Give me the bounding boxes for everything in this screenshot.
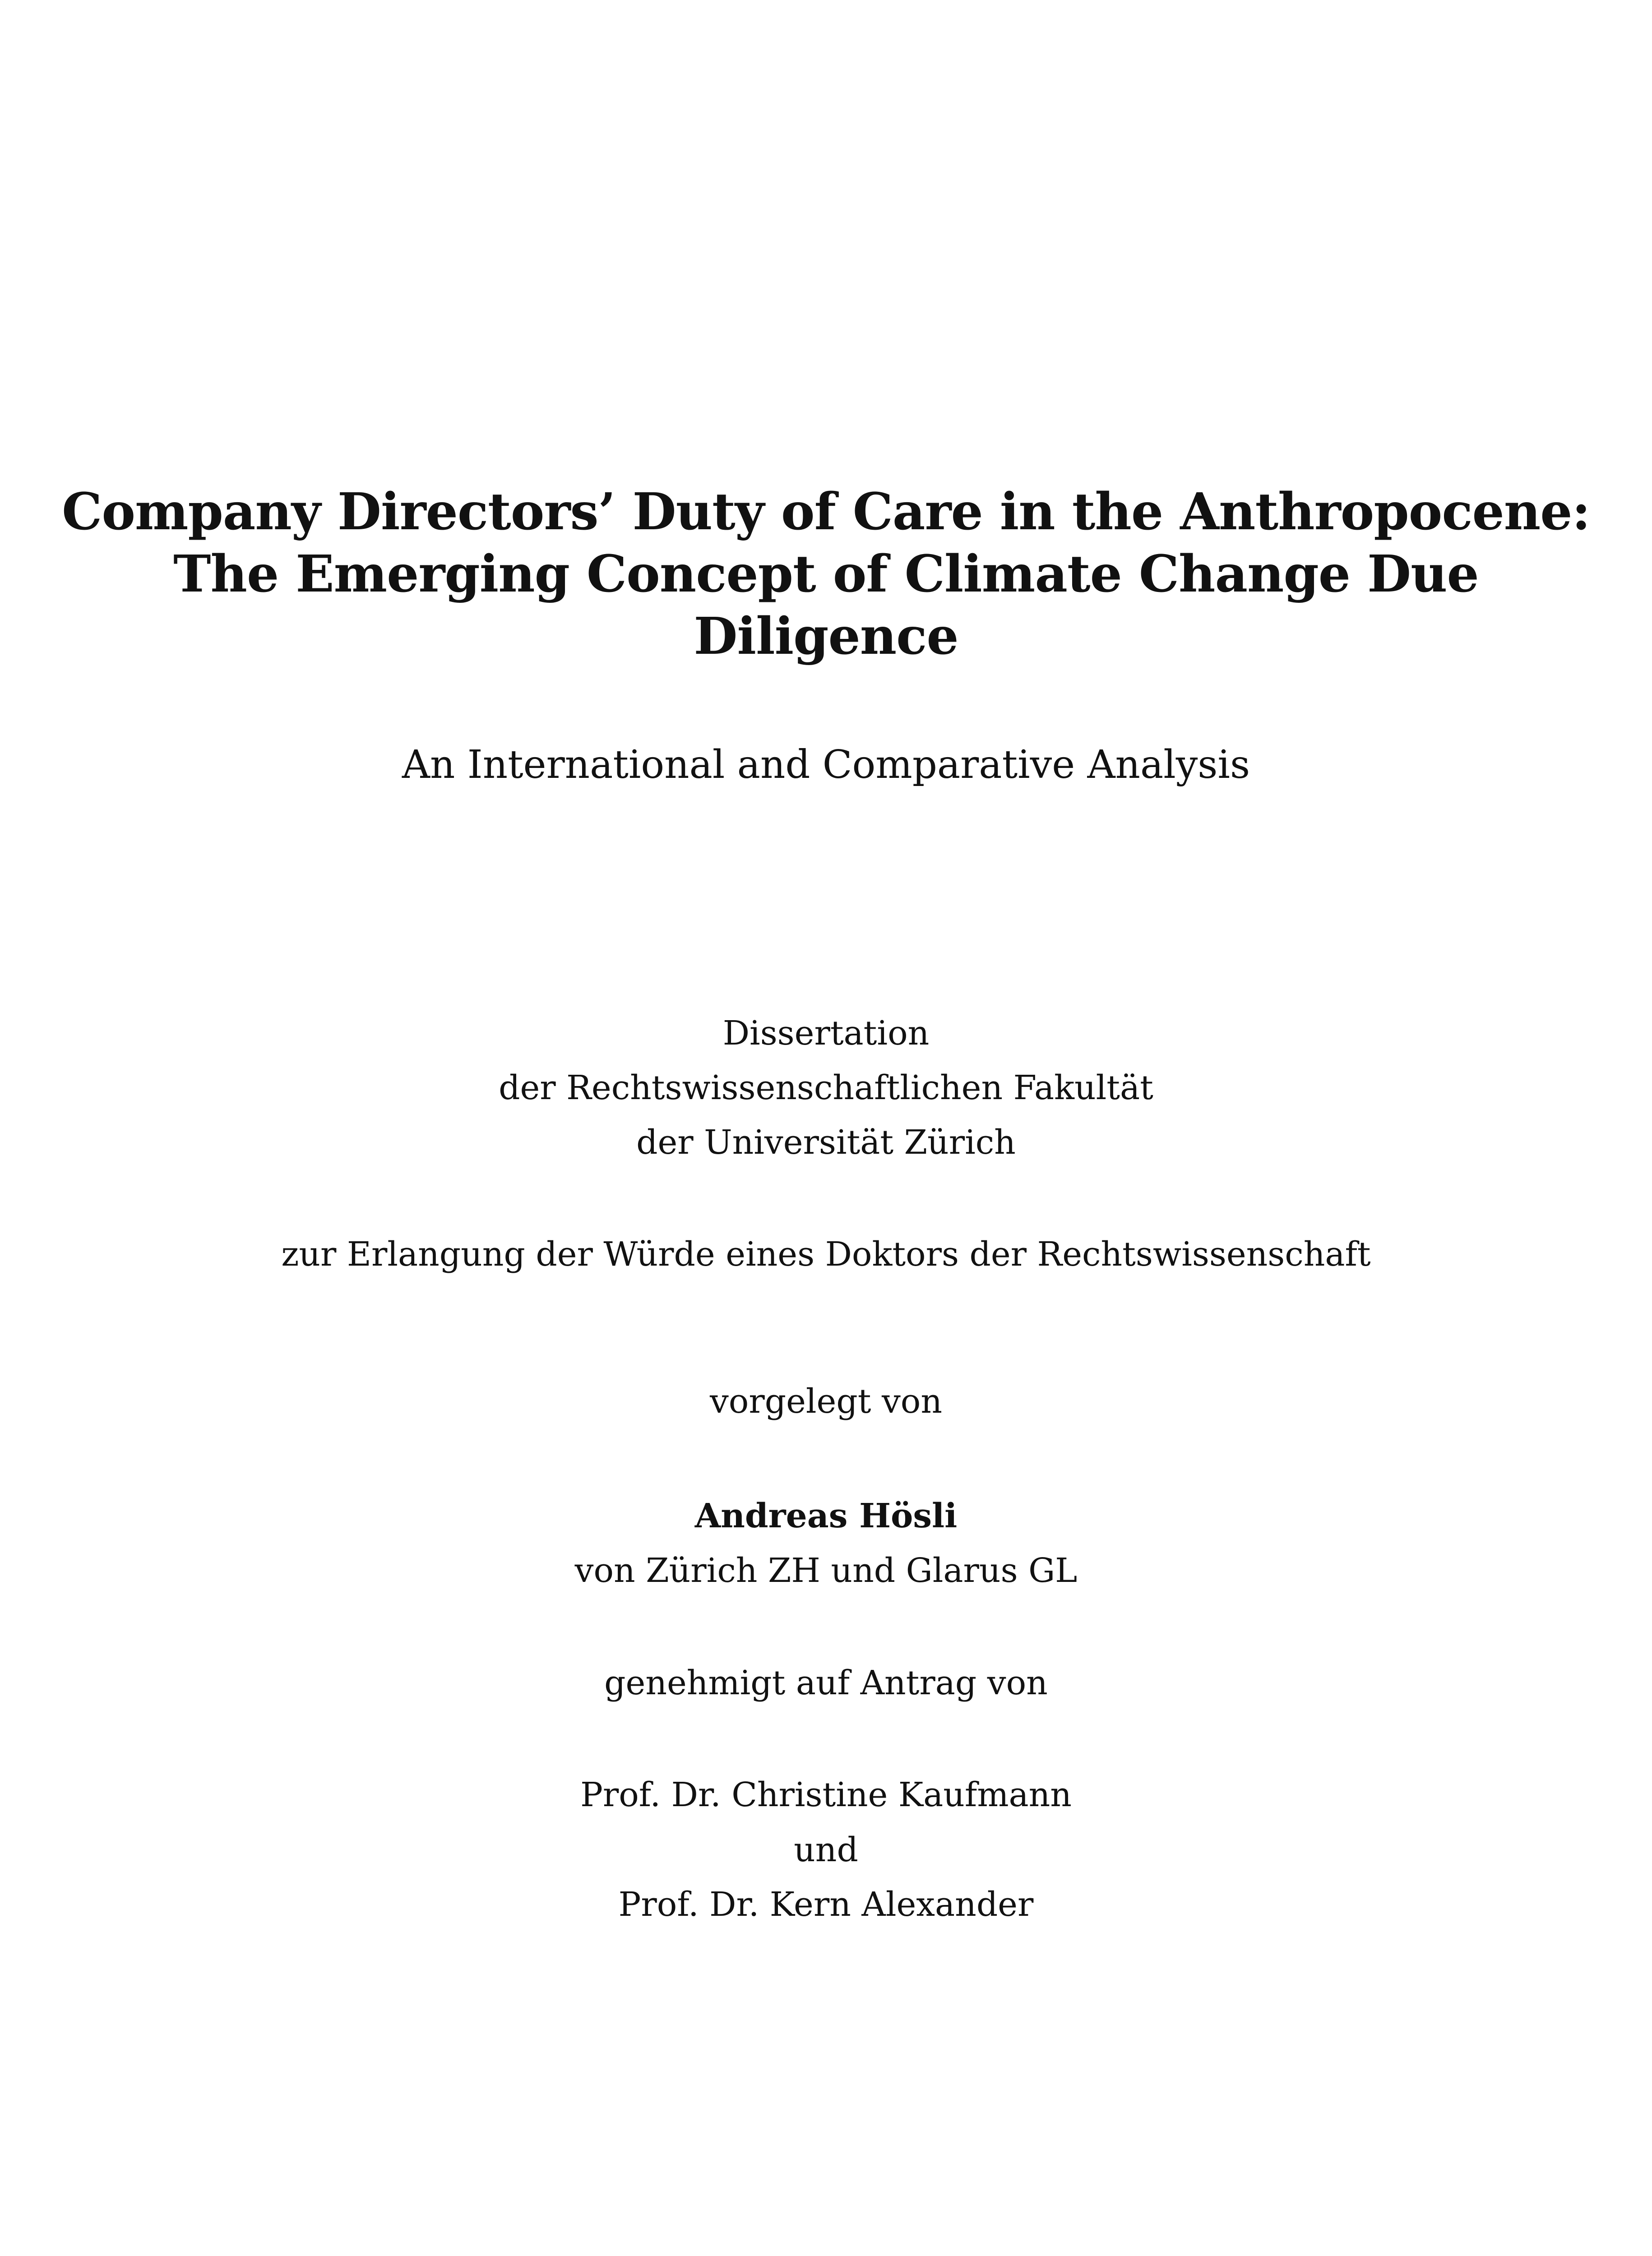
supervisor-first: Prof. Dr. Christine Kaufmann xyxy=(580,1775,1072,1814)
dissertation-label: Dissertation xyxy=(722,1014,930,1053)
author-origin: von Zürich ZH und Glarus GL xyxy=(574,1551,1078,1590)
title-line-2: The Emerging Concept of Climate Change Due xyxy=(173,545,1479,604)
title-line-1: Company Directors’ Duty of Care in the Anthropocene: xyxy=(62,482,1590,541)
faculty-line: der Rechtswissenschaftlichen Fakultät xyxy=(499,1068,1153,1107)
submitted-by-label: vorgelegt von xyxy=(709,1382,942,1421)
degree-line: zur Erlangung der Würde eines Doktors der Rechtswissenschaft xyxy=(281,1235,1371,1274)
supervisor-second: Prof. Dr. Kern Alexander xyxy=(618,1885,1034,1924)
approved-label: genehmigt auf Antrag von xyxy=(604,1664,1048,1702)
author-name: Andreas Hösli xyxy=(694,1497,958,1535)
title-line-3: Diligence xyxy=(694,607,958,666)
university-line: der Universität Zürich xyxy=(636,1123,1016,1162)
supervisor-conjunction: und xyxy=(794,1831,858,1869)
subtitle: An International and Comparative Analysis xyxy=(402,742,1250,787)
